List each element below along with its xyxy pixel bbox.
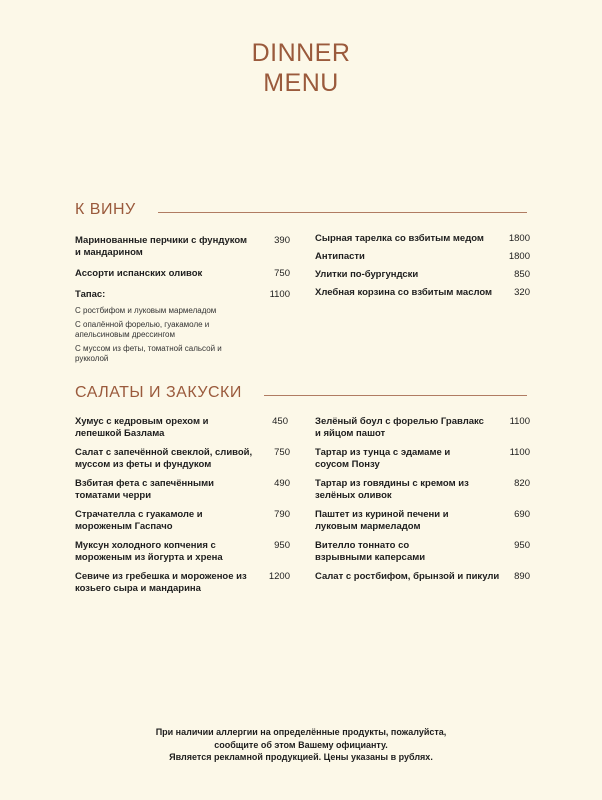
menu-item-name: Салат с ростбифом, брынзой и пикули — [315, 571, 500, 582]
menu-item-name: Тапас: — [75, 289, 106, 300]
menu-item — [75, 571, 290, 595]
menu-item-price: 390 — [274, 235, 290, 246]
footer-line-1: При наличии аллергии на определённые продукты, пожалуйста, — [155, 727, 447, 737]
menu-item-name: Тартар из говядины с кремом из зелёных оливок — [315, 478, 469, 501]
menu-item — [75, 289, 290, 301]
salads-left-column — [75, 416, 290, 604]
menu-item — [315, 251, 530, 263]
menu-item-price: 790 — [274, 509, 290, 520]
section-heading-wine — [75, 201, 527, 219]
wine-left-column — [75, 235, 290, 368]
menu-item — [315, 416, 530, 440]
menu-item-price: 490 — [274, 478, 290, 489]
menu-item-price: 690 — [514, 509, 530, 520]
menu-item-price: 750 — [274, 447, 290, 458]
menu-item-name: Вителло тоннато со взрывными каперсами — [315, 540, 426, 563]
menu-item-price: 950 — [514, 540, 530, 551]
footer-line-2: сообщите об этом Вашему официанту. — [214, 739, 388, 750]
section-heading-label: САЛАТЫ И ЗАКУСКИ — [75, 384, 242, 401]
tapas-options — [75, 306, 225, 364]
section-divider — [158, 212, 527, 213]
menu-item — [315, 478, 530, 502]
menu-item-name: Зелёный боул с форелью Гравлакс и яйцом пашот — [315, 416, 484, 439]
menu-item-name: Севиче из гребешка и мороженое из козьего сыра и мандарина — [75, 571, 247, 594]
tapas-option: С опалённой форелью, гуакамоле и апельсиновым дрессингом — [75, 320, 210, 339]
menu-item-price: 1100 — [509, 416, 530, 427]
menu-item-price: 890 — [514, 571, 530, 582]
menu-item — [75, 509, 290, 533]
menu-item-name: Сырная тарелка со взбитым медом — [315, 233, 484, 244]
menu-item-price: 950 — [274, 540, 290, 551]
menu-item-price: 1100 — [269, 289, 290, 300]
menu-item-name: Маринованные перчики с фундуком и мандарином — [75, 235, 248, 258]
wine-right-column — [315, 233, 530, 308]
menu-item-name: Паштет из куриной печени и луковым мармеладом — [315, 509, 449, 532]
menu-item-name: Хлебная корзина со взбитым маслом — [315, 287, 493, 298]
menu-item-price: 1800 — [508, 233, 530, 244]
menu-item — [315, 287, 530, 299]
section-heading-salads — [75, 384, 527, 402]
menu-item — [75, 478, 290, 502]
menu-item-name: Улитки по-бургундски — [315, 269, 419, 280]
menu-item — [75, 235, 290, 259]
menu-item-name: Ассорти испанских оливок — [75, 268, 203, 279]
menu-item — [75, 268, 290, 280]
section-heading-label: К ВИНУ — [75, 201, 136, 218]
menu-item-price: 450 — [272, 416, 288, 427]
menu-item — [315, 447, 530, 471]
menu-item — [315, 269, 530, 281]
tapas-option: С ростбифом и луковым мармеладом — [75, 306, 217, 315]
menu-item-name: Тартар из тунца с эдамаме и соусом Понзу — [315, 447, 451, 470]
allergy-notice — [0, 726, 602, 764]
menu-item-price: 750 — [274, 268, 290, 279]
menu-item-name: Салат с запечённой свеклой, сливой, муссом из феты и фундуком — [75, 447, 253, 470]
menu-item-name: Взбитая фета с запечёнными томатами черри — [75, 478, 214, 501]
menu-item-name: Хумус с кедровым орехом и лепешкой Базлама — [75, 416, 209, 439]
menu-item — [75, 447, 290, 471]
menu-item-price: 1800 — [508, 251, 530, 262]
menu-title-line-1: DINNER — [251, 39, 351, 67]
menu-item — [75, 416, 288, 440]
menu-item-name: Страчателла с гуакамоле и мороженым Гаспачо — [75, 509, 203, 532]
menu-title — [0, 38, 602, 98]
menu-item — [315, 540, 530, 564]
menu-item-price: 850 — [514, 269, 530, 280]
menu-item — [315, 571, 530, 583]
menu-item-name: Муксун холодного копчения с мороженым из йогурта и хрена — [75, 540, 223, 563]
menu-item-price: 320 — [514, 287, 530, 298]
section-divider — [264, 395, 527, 396]
menu-item — [315, 233, 530, 245]
menu-item — [315, 509, 530, 533]
menu-item-price: 1100 — [509, 447, 530, 458]
salads-right-column — [315, 416, 530, 592]
menu-title-line-2: MENU — [263, 69, 339, 97]
menu-item-name: Антипасти — [315, 251, 365, 262]
footer-line-3: Является рекламной продукцией. Цены указаны в рублях. — [169, 752, 433, 762]
menu-item-price: 820 — [514, 478, 530, 489]
menu-item — [75, 540, 290, 564]
menu-item-price: 1200 — [268, 571, 290, 582]
tapas-option: С муссом из феты, томатной сальсой и рукколой — [75, 344, 222, 363]
